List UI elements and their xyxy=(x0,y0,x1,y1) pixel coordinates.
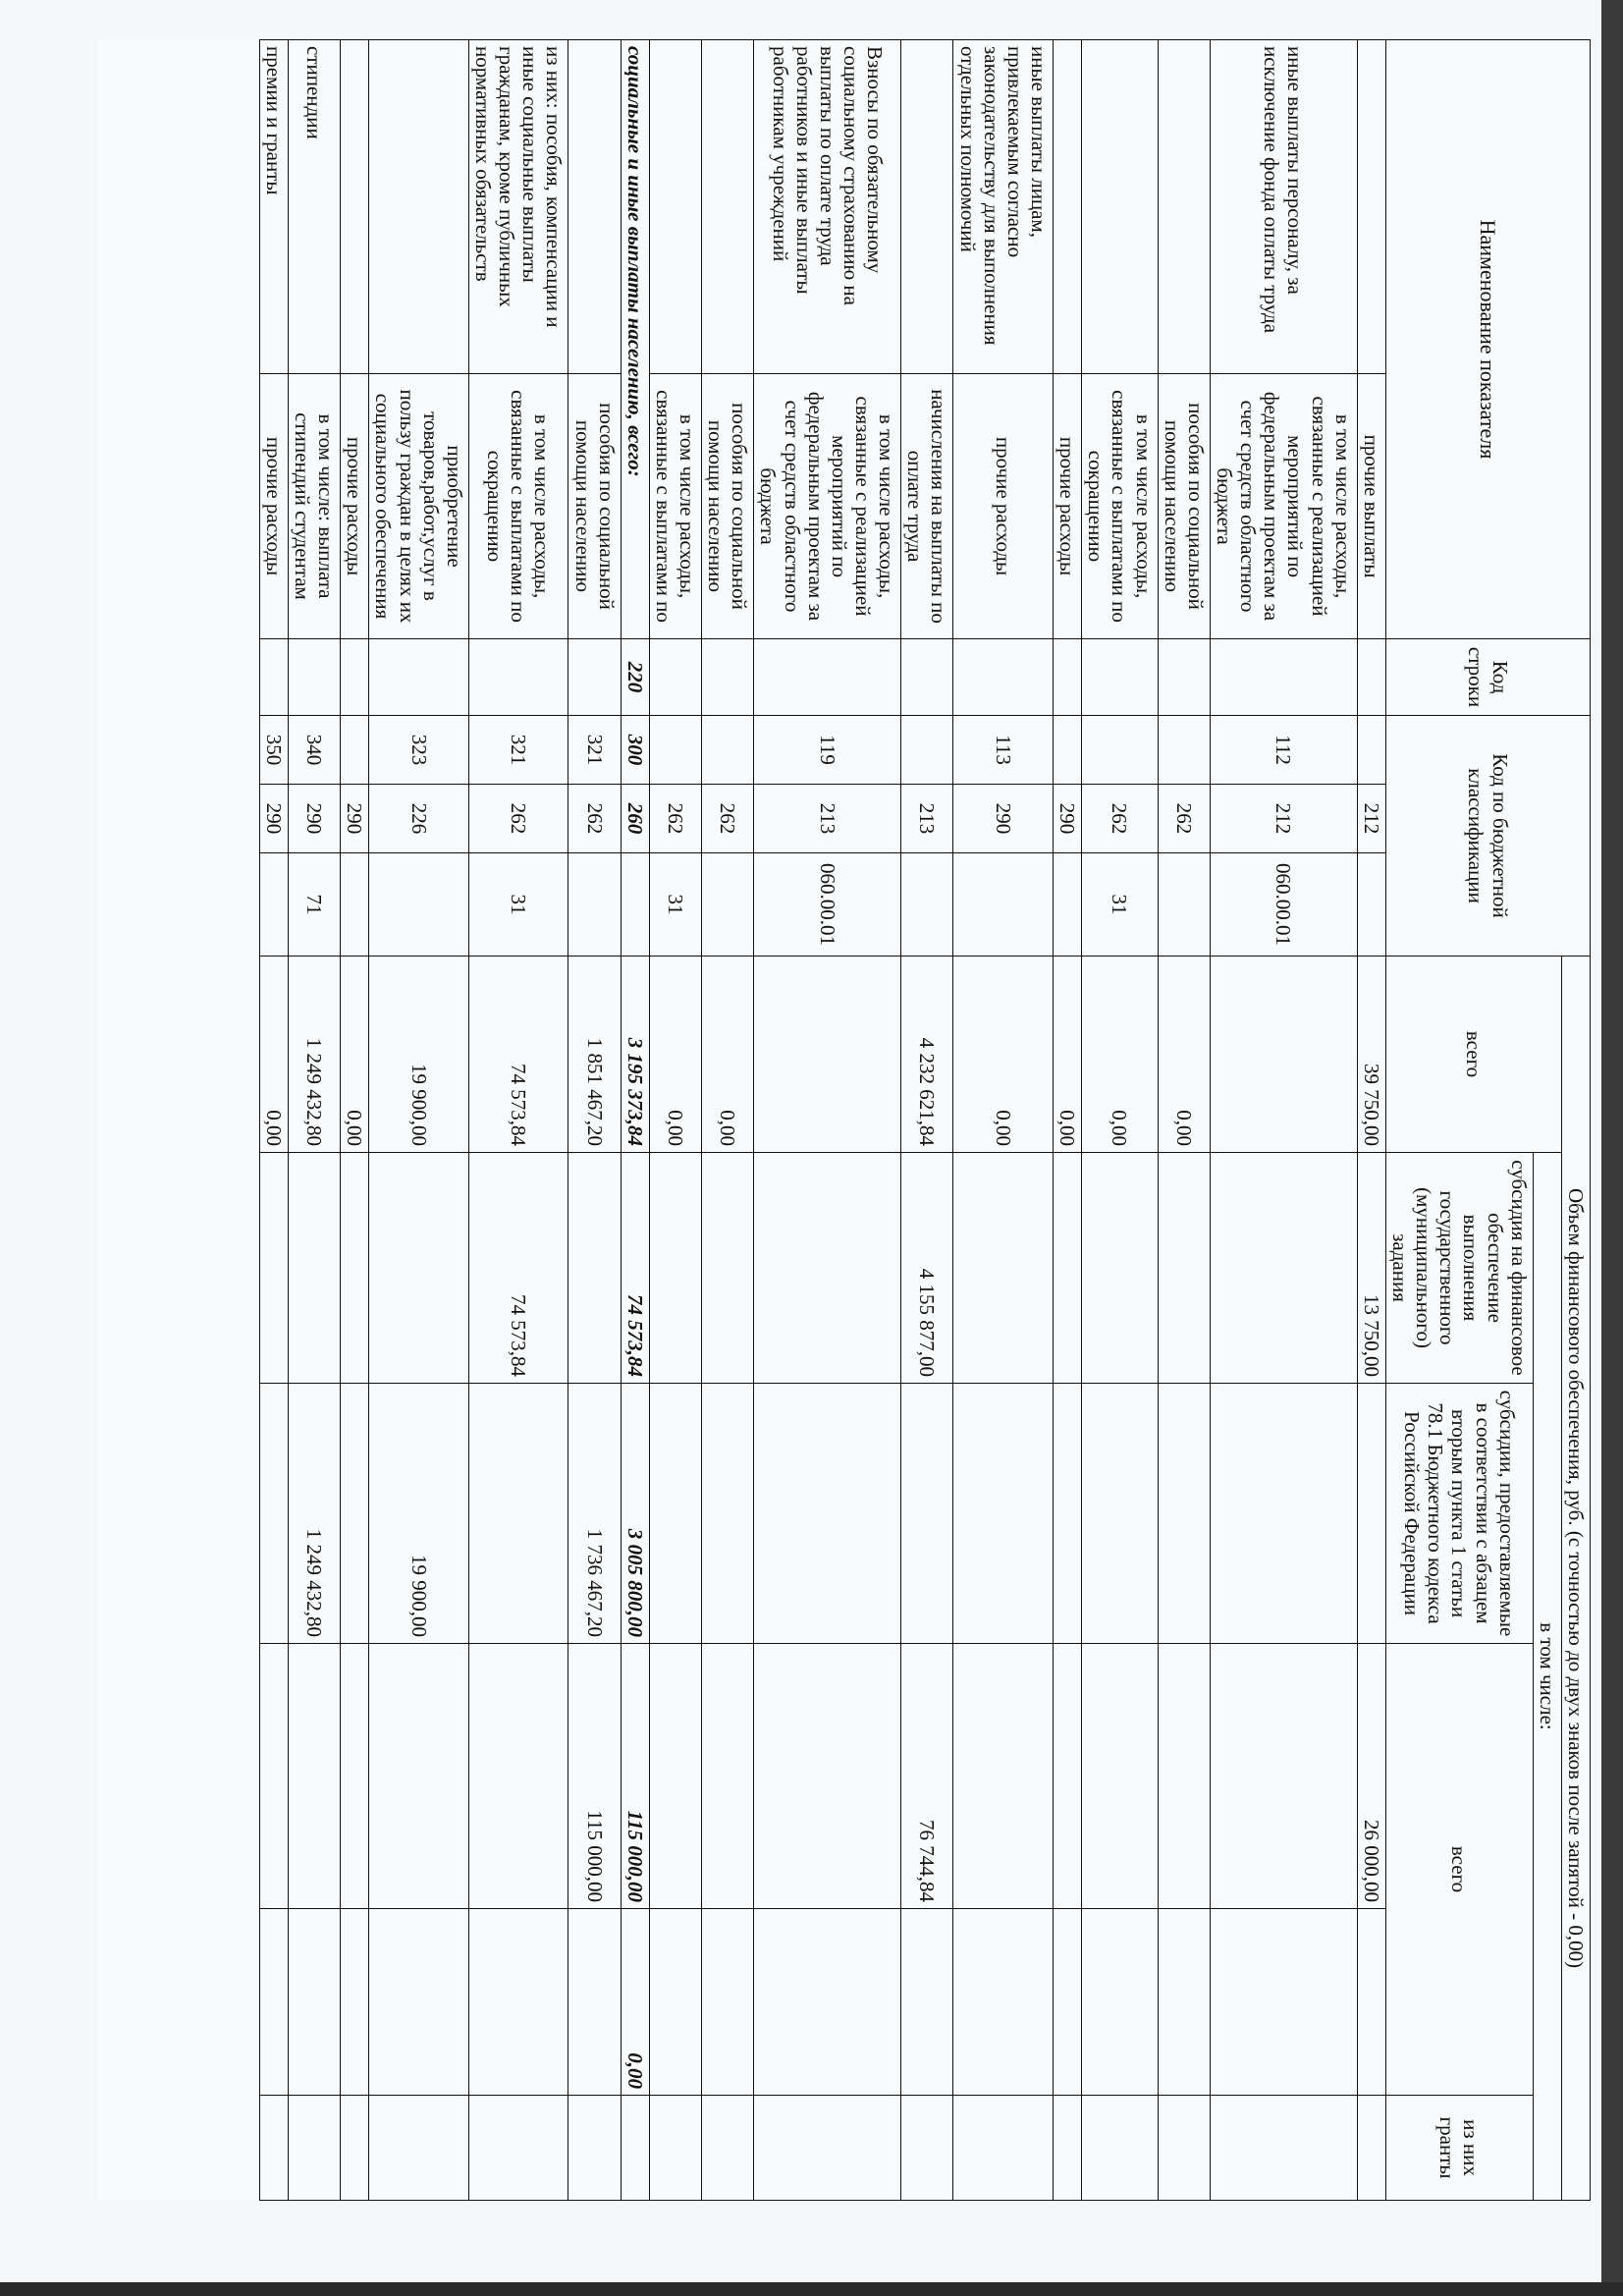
cell-paid xyxy=(259,1644,288,1909)
table-row xyxy=(341,40,369,2201)
cell-paid xyxy=(953,1644,1054,1909)
cell-group: иные выплаты лицам, привлекаемым согласно законодательству для выполнения отдельных полномочий xyxy=(953,40,1054,374)
cell-code xyxy=(1054,639,1082,716)
cell-name: прочие расходы xyxy=(953,374,1054,639)
cell-paid xyxy=(1210,1644,1357,1909)
cell-kosgu-1: 323 xyxy=(369,716,469,785)
cell-code xyxy=(754,639,901,716)
table-row xyxy=(568,40,621,2201)
cell-grants xyxy=(369,1909,469,2096)
cell-grants xyxy=(568,1909,621,2096)
cell-kosgu-3 xyxy=(1357,853,1385,957)
cell-grants xyxy=(288,1909,340,2096)
cell-extra xyxy=(1210,2096,1357,2201)
cell-kosgu-1: 350 xyxy=(259,716,288,785)
cell-kosgu-1 xyxy=(1054,716,1082,785)
cell-kosgu-3 xyxy=(953,853,1054,957)
cell-kosgu-1 xyxy=(1158,716,1210,785)
cell-grants xyxy=(259,1909,288,2096)
cell-subsidy-781 xyxy=(341,1384,369,1644)
cell-kosgu-1 xyxy=(1357,716,1385,785)
cell-extra xyxy=(468,2096,568,2201)
cell-grants xyxy=(953,1909,1054,2096)
cell-code xyxy=(702,639,754,716)
cell-code xyxy=(1082,639,1158,716)
table-row xyxy=(288,40,340,2201)
cell-extra xyxy=(568,2096,621,2201)
cell-subsidy-781 xyxy=(1158,1384,1210,1644)
table-row xyxy=(702,40,754,2201)
cell-subsidy-task: 74 573,84 xyxy=(468,1153,568,1384)
cell-kosgu-2: 290 xyxy=(288,785,340,853)
cell-kosgu-2: 290 xyxy=(1054,785,1082,853)
cell-paid: 115 000,00 xyxy=(621,1644,649,1909)
col-header-subsidy-781: субсидии, предоставляемые в соответствии с абзацем вторым пункта 1 статьи 78.1 Бюджетного кодекса Российской Федерации xyxy=(1385,1384,1533,1644)
cell-total: 1 851 467,20 xyxy=(568,957,621,1153)
cell-group xyxy=(1357,40,1385,374)
cell-extra xyxy=(1082,2096,1158,2201)
cell-group: Взносы по обязательному социальному страхованию на выплаты по оплате труда работников и иные выплаты работникам учреждений xyxy=(754,40,901,374)
cell-kosgu-2: 262 xyxy=(468,785,568,853)
cell-group xyxy=(369,40,469,374)
cell-paid xyxy=(341,1644,369,1909)
cell-extra xyxy=(702,2096,754,2201)
table-row xyxy=(369,40,469,2201)
cell-subsidy-781 xyxy=(649,1384,701,1644)
cell-code xyxy=(649,639,701,716)
cell-total: 0,00 xyxy=(702,957,754,1153)
scan-edge-bottom xyxy=(0,2282,1623,2296)
cell-extra xyxy=(953,2096,1054,2201)
cell-grants: 0,00 xyxy=(621,1909,649,2096)
cell-group xyxy=(568,40,621,374)
cell-paid xyxy=(468,1644,568,1909)
cell-total: 74 573,84 xyxy=(468,957,568,1153)
cell-kosgu-2: 213 xyxy=(901,785,953,853)
col-header-paid-total: всего xyxy=(1385,1644,1533,2096)
cell-paid: 115 000,00 xyxy=(568,1644,621,1909)
cell-kosgu-2: 260 xyxy=(621,785,649,853)
table-row xyxy=(621,40,649,2201)
cell-subsidy-781: 1 736 467,20 xyxy=(568,1384,621,1644)
cell-code xyxy=(369,639,469,716)
cell-subsidy-task xyxy=(1082,1153,1158,1384)
cell-kosgu-1: 321 xyxy=(468,716,568,785)
table-row xyxy=(1357,40,1385,2201)
cell-code xyxy=(1210,639,1357,716)
cell-group xyxy=(901,40,953,374)
cell-group: премии и гранты xyxy=(259,40,288,374)
cell-group xyxy=(1082,40,1158,374)
cell-name: пособия по социальной помощи населению xyxy=(568,374,621,639)
cell-total xyxy=(1210,957,1357,1153)
cell-kosgu-3: 060.00.01 xyxy=(1210,853,1357,957)
cell-subsidy-781 xyxy=(953,1384,1054,1644)
col-header-subsidy-task: субсидия на финансовое обеспечение выполнения государственного (муниципального) задания xyxy=(1385,1153,1533,1384)
cell-kosgu-3 xyxy=(621,853,649,957)
table-row xyxy=(901,40,953,2201)
cell-kosgu-2: 212 xyxy=(1210,785,1357,853)
cell-kosgu-3: 31 xyxy=(649,853,701,957)
cell-subsidy-781: 1 249 432,80 xyxy=(288,1384,340,1644)
cell-total: 39 750,00 xyxy=(1357,957,1385,1153)
cell-total: 1 249 432,80 xyxy=(288,957,340,1153)
cell-kosgu-2: 262 xyxy=(1158,785,1210,853)
table-body xyxy=(259,40,1385,2201)
cell-group: стипендии xyxy=(288,40,340,374)
cell-subsidy-task: 13 750,00 xyxy=(1357,1153,1385,1384)
cell-grants xyxy=(754,1909,901,2096)
cell-kosgu-1: 112 xyxy=(1210,716,1357,785)
cell-subsidy-781 xyxy=(1082,1384,1158,1644)
cell-paid: 76 744,84 xyxy=(901,1644,953,1909)
cell-name: прочие расходы xyxy=(259,374,288,639)
cell-kosgu-3 xyxy=(702,853,754,957)
cell-name: пособия по социальной помощи населению xyxy=(1158,374,1210,639)
cell-kosgu-3 xyxy=(1054,853,1082,957)
cell-subsidy-781: 19 900,00 xyxy=(369,1384,469,1644)
cell-kosgu-3 xyxy=(369,853,469,957)
cell-kosgu-3: 060.00.01 xyxy=(754,853,901,957)
cell-subsidy-781 xyxy=(754,1384,901,1644)
cell-extra xyxy=(1158,2096,1210,2201)
cell-grants xyxy=(1054,1909,1082,2096)
cell-group xyxy=(649,40,701,374)
cell-kosgu-1 xyxy=(341,716,369,785)
cell-code xyxy=(1158,639,1210,716)
cell-subsidy-task xyxy=(568,1153,621,1384)
cell-grants xyxy=(649,1909,701,2096)
cell-kosgu-2: 262 xyxy=(1082,785,1158,853)
col-header-volume: Объем финансового обеспечения, руб. (с точностью до двух знаков после запятой - 0,00) xyxy=(1561,957,1590,2201)
cell-subsidy-task: 74 573,84 xyxy=(621,1153,649,1384)
table-row xyxy=(1082,40,1158,2201)
rotated-table-sheet xyxy=(98,39,1591,2200)
scan-edge xyxy=(1601,0,1623,2296)
cell-name: в том числе: выплата стипендий студентам xyxy=(288,374,340,639)
cell-kosgu-2: 226 xyxy=(369,785,469,853)
cell-paid: 26 000,00 xyxy=(1357,1644,1385,1909)
cell-kosgu-1: 340 xyxy=(288,716,340,785)
cell-name: приобретение товаров,работ,услуг в пользу граждан в целях их социального обеспечения xyxy=(369,374,469,639)
cell-subsidy-task xyxy=(259,1153,288,1384)
cell-total xyxy=(754,957,901,1153)
cell-kosgu-2: 290 xyxy=(259,785,288,853)
cell-total: 0,00 xyxy=(1054,957,1082,1153)
cell-group xyxy=(1158,40,1210,374)
cell-extra xyxy=(1054,2096,1082,2201)
cell-paid xyxy=(1054,1644,1082,1909)
cell-kosgu-2: 212 xyxy=(1357,785,1385,853)
cell-name: прочие расходы xyxy=(1054,374,1082,639)
cell-total: 0,00 xyxy=(1082,957,1158,1153)
cell-kosgu-2: 262 xyxy=(702,785,754,853)
cell-subsidy-781 xyxy=(1054,1384,1082,1644)
table-row xyxy=(259,40,288,2201)
cell-extra xyxy=(259,2096,288,2201)
cell-kosgu-3 xyxy=(259,853,288,957)
cell-paid xyxy=(1158,1644,1210,1909)
col-header-incl: в том числе: xyxy=(1533,1153,1561,2201)
cell-name: социальные и иные выплаты населению, всего: xyxy=(621,40,649,639)
cell-subsidy-781: 3 005 800,00 xyxy=(621,1384,649,1644)
cell-subsidy-task xyxy=(1210,1153,1357,1384)
table-row xyxy=(649,40,701,2201)
cell-total: 19 900,00 xyxy=(369,957,469,1153)
cell-total: 4 232 621,84 xyxy=(901,957,953,1153)
table-row xyxy=(754,40,901,2201)
cell-grants xyxy=(1082,1909,1158,2096)
cell-kosgu-3 xyxy=(568,853,621,957)
cell-kosgu-2: 290 xyxy=(341,785,369,853)
cell-name: в том числе расходы, связанные с реализацией мероприятий по федеральным проектам за счет средств областного бюджета xyxy=(1210,374,1357,639)
cell-kosgu-3: 31 xyxy=(468,853,568,957)
cell-subsidy-task: 4 155 877,00 xyxy=(901,1153,953,1384)
cell-subsidy-task xyxy=(754,1153,901,1384)
cell-paid xyxy=(1082,1644,1158,1909)
cell-extra xyxy=(369,2096,469,2201)
cell-grants xyxy=(1210,1909,1357,2096)
cell-kosgu-3 xyxy=(1158,853,1210,957)
col-header-paid-grants: из них гранты xyxy=(1385,2096,1533,2201)
cell-code xyxy=(1357,639,1385,716)
cell-kosgu-1: 321 xyxy=(568,716,621,785)
cell-name: в том числе расходы, связанные с выплатами по сокращению xyxy=(468,374,568,639)
cell-name: прочие выплаты xyxy=(1357,374,1385,639)
cell-kosgu-3: 71 xyxy=(288,853,340,957)
cell-subsidy-task xyxy=(953,1153,1054,1384)
table-row xyxy=(1054,40,1082,2201)
cell-code xyxy=(568,639,621,716)
cell-code: 220 xyxy=(621,639,649,716)
cell-total: 0,00 xyxy=(341,957,369,1153)
cell-code xyxy=(468,639,568,716)
cell-extra xyxy=(649,2096,701,2201)
cell-extra xyxy=(341,2096,369,2201)
cell-extra xyxy=(754,2096,901,2201)
cell-total: 0,00 xyxy=(953,957,1054,1153)
cell-extra xyxy=(1357,2096,1385,2201)
cell-paid xyxy=(369,1644,469,1909)
cell-group: иные выплаты персоналу, за исключение фонда оплаты труда xyxy=(1210,40,1357,374)
cell-group xyxy=(702,40,754,374)
col-header-total: всего xyxy=(1385,957,1561,1153)
cell-total: 3 195 373,84 xyxy=(621,957,649,1153)
cell-group xyxy=(341,40,369,374)
cell-kosgu-1: 119 xyxy=(754,716,901,785)
cell-subsidy-781 xyxy=(702,1384,754,1644)
cell-subsidy-781 xyxy=(1210,1384,1357,1644)
cell-grants xyxy=(1357,1909,1385,2096)
cell-kosgu-3: 31 xyxy=(1082,853,1158,957)
cell-name: прочие расходы xyxy=(341,374,369,639)
cell-code xyxy=(341,639,369,716)
cell-kosgu-2: 213 xyxy=(754,785,901,853)
col-header-name: Наименование показателя xyxy=(1385,40,1590,639)
cell-kosgu-2: 262 xyxy=(568,785,621,853)
col-header-budget-code: Код по бюджетной классификации xyxy=(1385,716,1590,957)
finance-table xyxy=(259,39,1591,2201)
cell-kosgu-2: 290 xyxy=(953,785,1054,853)
cell-kosgu-1: 300 xyxy=(621,716,649,785)
cell-subsidy-781 xyxy=(901,1384,953,1644)
table-row xyxy=(1210,40,1357,2201)
cell-kosgu-1 xyxy=(649,716,701,785)
cell-total: 0,00 xyxy=(1158,957,1210,1153)
cell-total: 0,00 xyxy=(649,957,701,1153)
cell-code xyxy=(901,639,953,716)
cell-subsidy-task xyxy=(1158,1153,1210,1384)
cell-paid xyxy=(754,1644,901,1909)
cell-name: в том числе расходы, связанные с выплатами по xyxy=(649,374,701,639)
cell-subsidy-task xyxy=(341,1153,369,1384)
cell-paid xyxy=(649,1644,701,1909)
cell-kosgu-1 xyxy=(901,716,953,785)
cell-name: начисления на выплаты по оплате труда xyxy=(901,374,953,639)
cell-code xyxy=(953,639,1054,716)
cell-subsidy-task xyxy=(288,1153,340,1384)
cell-extra xyxy=(901,2096,953,2201)
cell-group xyxy=(1054,40,1082,374)
cell-subsidy-781 xyxy=(259,1384,288,1644)
cell-name: пособия по социальной помощи населению xyxy=(702,374,754,639)
cell-name: в том числе расходы, связанные с выплатами по сокращению xyxy=(1082,374,1158,639)
cell-kosgu-3 xyxy=(341,853,369,957)
col-header-code: Код строки xyxy=(1385,639,1590,716)
cell-total: 0,00 xyxy=(259,957,288,1153)
cell-kosgu-1 xyxy=(1082,716,1158,785)
cell-subsidy-task xyxy=(1054,1153,1082,1384)
cell-grants xyxy=(468,1909,568,2096)
cell-subsidy-task xyxy=(649,1153,701,1384)
cell-grants xyxy=(341,1909,369,2096)
cell-group: из них: пособия, компенсации и иные социальные выплаты гражданам, кроме публичных нормативных обязательств xyxy=(468,40,568,374)
cell-paid xyxy=(702,1644,754,1909)
table-row xyxy=(468,40,568,2201)
cell-extra xyxy=(288,2096,340,2201)
cell-code xyxy=(259,639,288,716)
cell-grants xyxy=(1158,1909,1210,2096)
cell-grants xyxy=(702,1909,754,2096)
cell-name: в том числе расходы, связанные с реализацией мероприятий по федеральным проектам за счет средств областного бюджета xyxy=(754,374,901,639)
table-row xyxy=(953,40,1054,2201)
cell-grants xyxy=(901,1909,953,2096)
cell-subsidy-781 xyxy=(1357,1384,1385,1644)
cell-kosgu-2: 262 xyxy=(649,785,701,853)
cell-subsidy-task xyxy=(369,1153,469,1384)
table-row xyxy=(1158,40,1210,2201)
cell-kosgu-1: 113 xyxy=(953,716,1054,785)
cell-subsidy-task xyxy=(702,1153,754,1384)
cell-code xyxy=(288,639,340,716)
cell-extra xyxy=(621,2096,649,2201)
cell-kosgu-3 xyxy=(901,853,953,957)
cell-subsidy-781 xyxy=(468,1384,568,1644)
cell-kosgu-1 xyxy=(702,716,754,785)
cell-paid xyxy=(288,1644,340,1909)
